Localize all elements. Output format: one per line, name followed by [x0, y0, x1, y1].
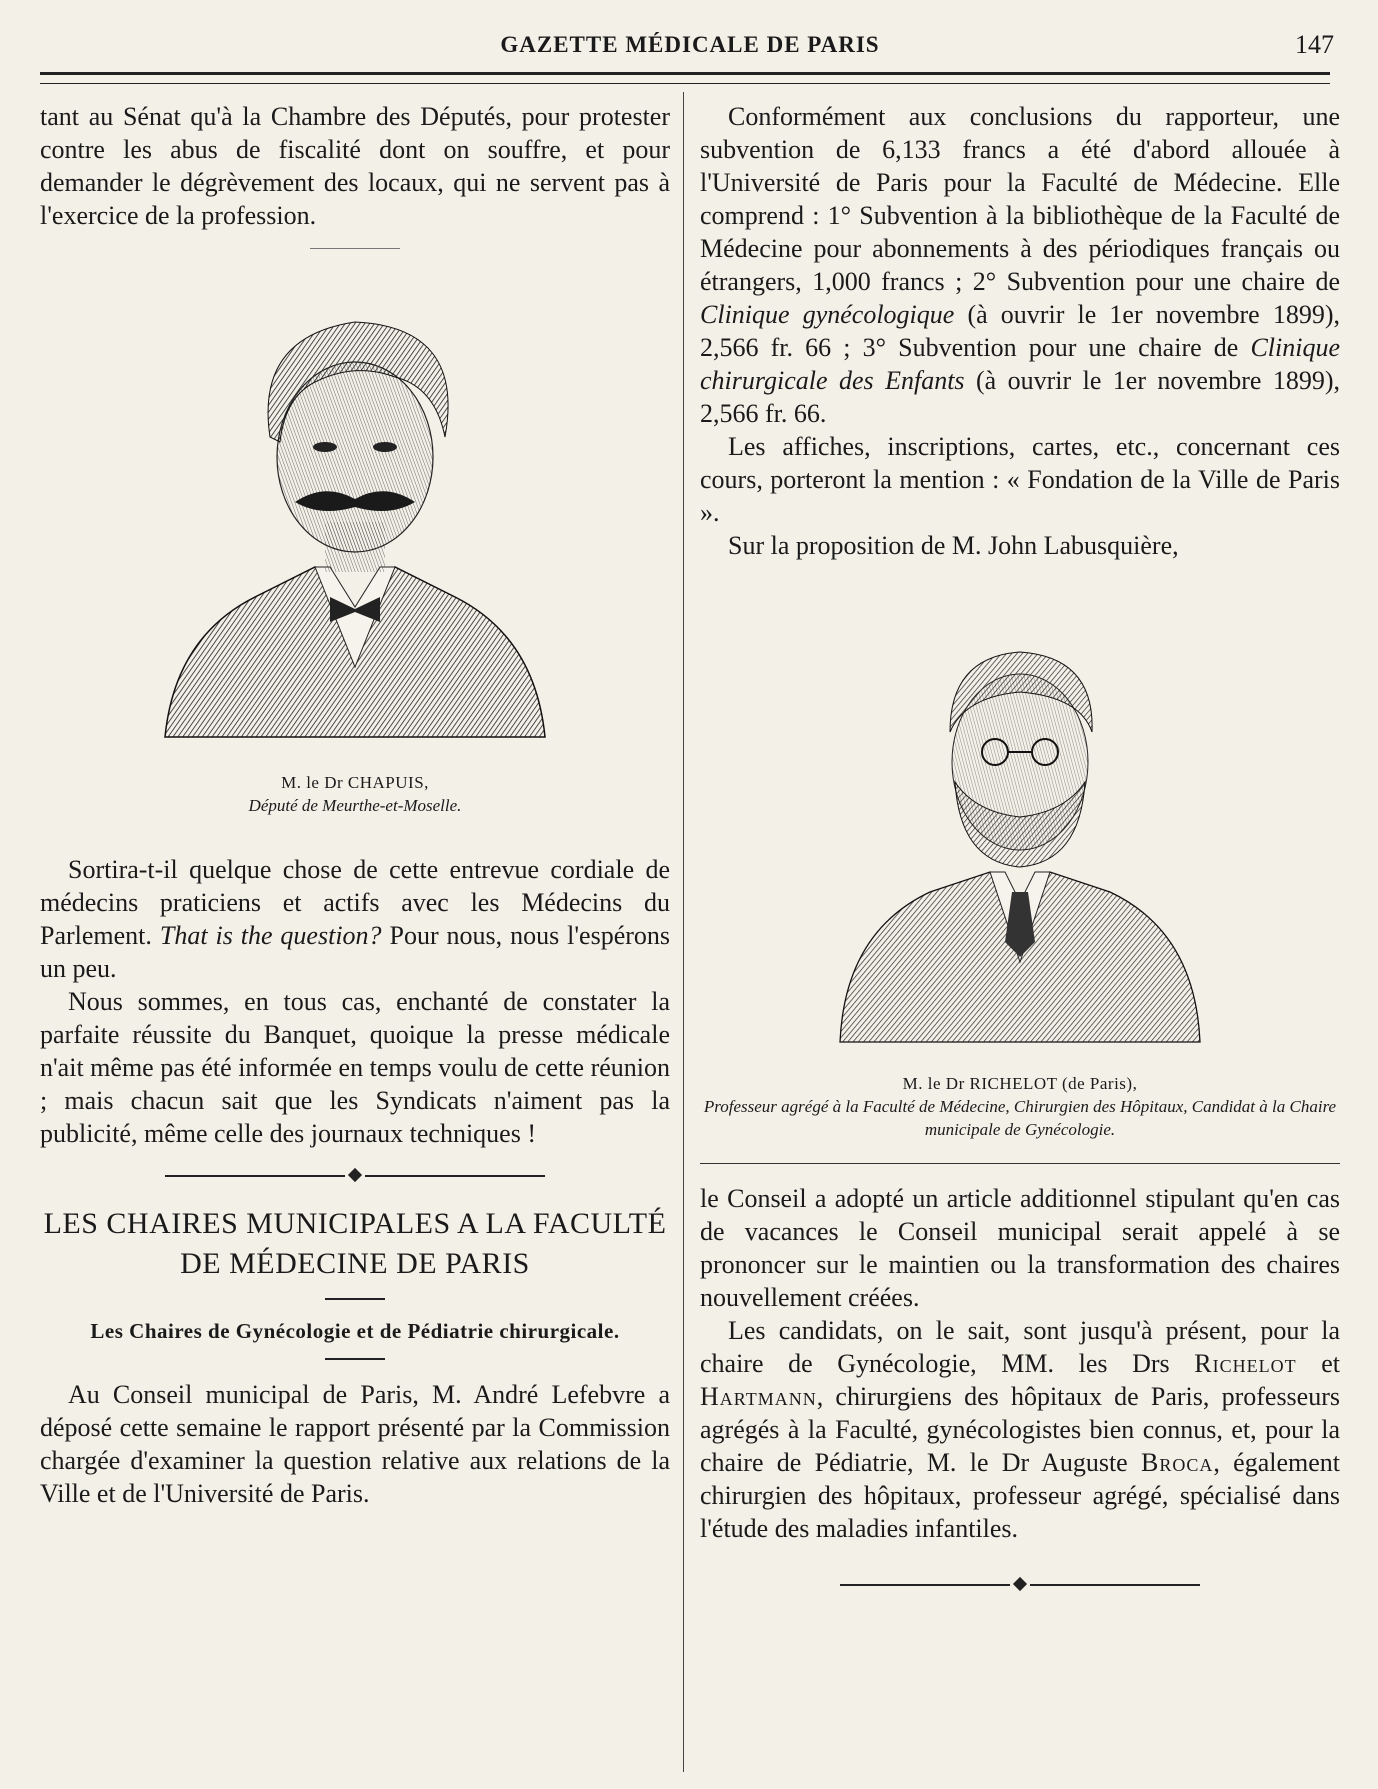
- ornament-divider: [165, 1166, 545, 1186]
- paragraph-banquet: Nous sommes, en tous cas, enchanté de constater la parfaite réussite du Banquet, quoique la presse médicale n'ait même pas été informée en temps voulu de cette réunion ; mais chacun sait que les Syndicats n'aiment pas la publicité, même celle des journaux techniques !: [40, 987, 670, 1148]
- caption-richelot: [700, 1072, 1340, 1141]
- name-hartmann: Hartmann: [700, 1382, 817, 1411]
- emphasis-question: That is the question?: [159, 921, 382, 950]
- portrait-richelot: [830, 602, 1210, 1062]
- rule: [325, 1298, 385, 1300]
- paragraph-entrevue: [40, 853, 670, 985]
- name-broca: Broca: [1141, 1448, 1214, 1477]
- ornament-line: [1030, 1584, 1200, 1586]
- page-number: 147: [1295, 30, 1334, 59]
- portrait-richelot-engraving: [830, 602, 1210, 1062]
- caption-richelot-title: Professeur agrégé à la Faculté de Médecine, Chirurgien des Hôpitaux, Candidat à la Chaire municipale de Gynécologie.: [703, 1097, 1337, 1139]
- subsection-title: Les Chaires de Gynécologie et de Pédiatrie chirurgicale.: [90, 1319, 620, 1343]
- portrait-chapuis: [145, 267, 565, 767]
- portrait-chapuis-engraving: [145, 267, 565, 767]
- caption-chapuis: [40, 771, 670, 817]
- caption-richelot-name: M. le Dr RICHELOT (de Paris),: [902, 1074, 1138, 1093]
- paragraph-proposition: Sur la proposition de M. John Labusquière,: [728, 531, 1179, 560]
- section-title-line2: DE MÉDECINE DE PARIS: [180, 1247, 530, 1280]
- ornament-line: [165, 1175, 345, 1177]
- left-column: [40, 100, 670, 1510]
- emphasis-clinique-gyneco: Clinique gynécologique: [700, 300, 955, 329]
- running-head: [40, 30, 1340, 66]
- diamond-ornament-icon: [1013, 1577, 1027, 1591]
- text: (à ouvrir le 1er novembre 1899), 2,566 fr. 66 ; 3° Subvention pour une chaire de: [700, 300, 1341, 362]
- paragraph-affiches: Les affiches, inscriptions, cartes, etc., concernant ces cours, porteront la mention : « Fondation de la Ville de Paris ».: [700, 432, 1340, 527]
- caption-chapuis-name: M. le Dr CHAPUIS,: [281, 773, 429, 792]
- name-richelot: Richelot: [1194, 1349, 1297, 1378]
- text: , également chirurgien des hôpitaux, professeur agrégé, spécialisé dans l'étude des maladies infantiles.: [700, 1448, 1340, 1543]
- paragraph-conseil: Au Conseil municipal de Paris, M. André Lefebvre a déposé cette semaine le rapport présenté par la Commission chargée d'examiner la question relative aux relations de la Ville et de l'Université de Paris.: [40, 1380, 670, 1508]
- diamond-ornament-icon: [348, 1168, 362, 1182]
- caption-rule: [700, 1163, 1340, 1164]
- right-column: [700, 100, 1340, 1611]
- paragraph-candidats: [700, 1314, 1340, 1545]
- intro-paragraph: tant au Sénat qu'à la Chambre des Députés, pour protester contre les abus de fiscalité dont on souffre, et pour demander le dégrèvement des locaux, qui ne servent pas à l'exercice de la profession.: [40, 102, 670, 230]
- column-divider: [683, 92, 684, 1772]
- text: et: [1321, 1349, 1341, 1378]
- ornament-line: [365, 1175, 545, 1177]
- header-rule: [40, 72, 1330, 84]
- text: Sortira-t-il quelque chose de cette entrevue cordiale de médecins praticiens et actifs avec les Médecins du Parlement.: [40, 855, 670, 950]
- text: (à ouvrir le 1er novembre 1899), 2,566 fr. 66.: [700, 366, 1340, 428]
- paragraph-article-additionnel: le Conseil a adopté un article additionnel stipulant qu'en cas de vacances le Conseil municipal serait appelé à se prononcer sur le maintien ou la transformation des chaires nouvellement créées.: [700, 1184, 1340, 1312]
- paragraph-subvention: [700, 100, 1340, 430]
- section-title-line1: LES CHAIRES MUNICIPALES A LA FACULTÉ: [43, 1207, 667, 1240]
- rule: [325, 1358, 385, 1360]
- rule: [310, 248, 400, 249]
- ornament-line: [840, 1584, 1010, 1586]
- text: Pour nous, nous l'espérons un peu.: [40, 921, 671, 983]
- text: Conformément aux conclusions du rapporteur, une subvention de 6,133 francs a été d'abord allouée à l'Université de Paris pour la Faculté de Médecine. Elle comprend : 1° Subvention à la bibliothèque de la Faculté de Médecine pour abonnements à des périodiques français ou étrangers, 1,000 francs ; 2° Subvention pour une chaire de: [700, 102, 1340, 296]
- section-title: [40, 1204, 670, 1284]
- ornament-divider: [840, 1575, 1200, 1595]
- running-title: GAZETTE MÉDICALE DE PARIS: [500, 32, 880, 57]
- text: , chirurgiens des hôpitaux de Paris, professeurs agrégés à la Faculté, gynécologistes bien connus, et, pour la chaire de Pédiatrie, M. le Dr Auguste: [700, 1382, 1340, 1477]
- caption-chapuis-title: Député de Meurthe-et-Moselle.: [248, 796, 462, 815]
- emphasis-clinique-enfants: Clinique chirurgicale des Enfants: [700, 333, 1340, 395]
- text: Les candidats, on le sait, sont jusqu'à présent, pour la chaire de Gynécologie, MM. les Drs: [700, 1316, 1340, 1378]
